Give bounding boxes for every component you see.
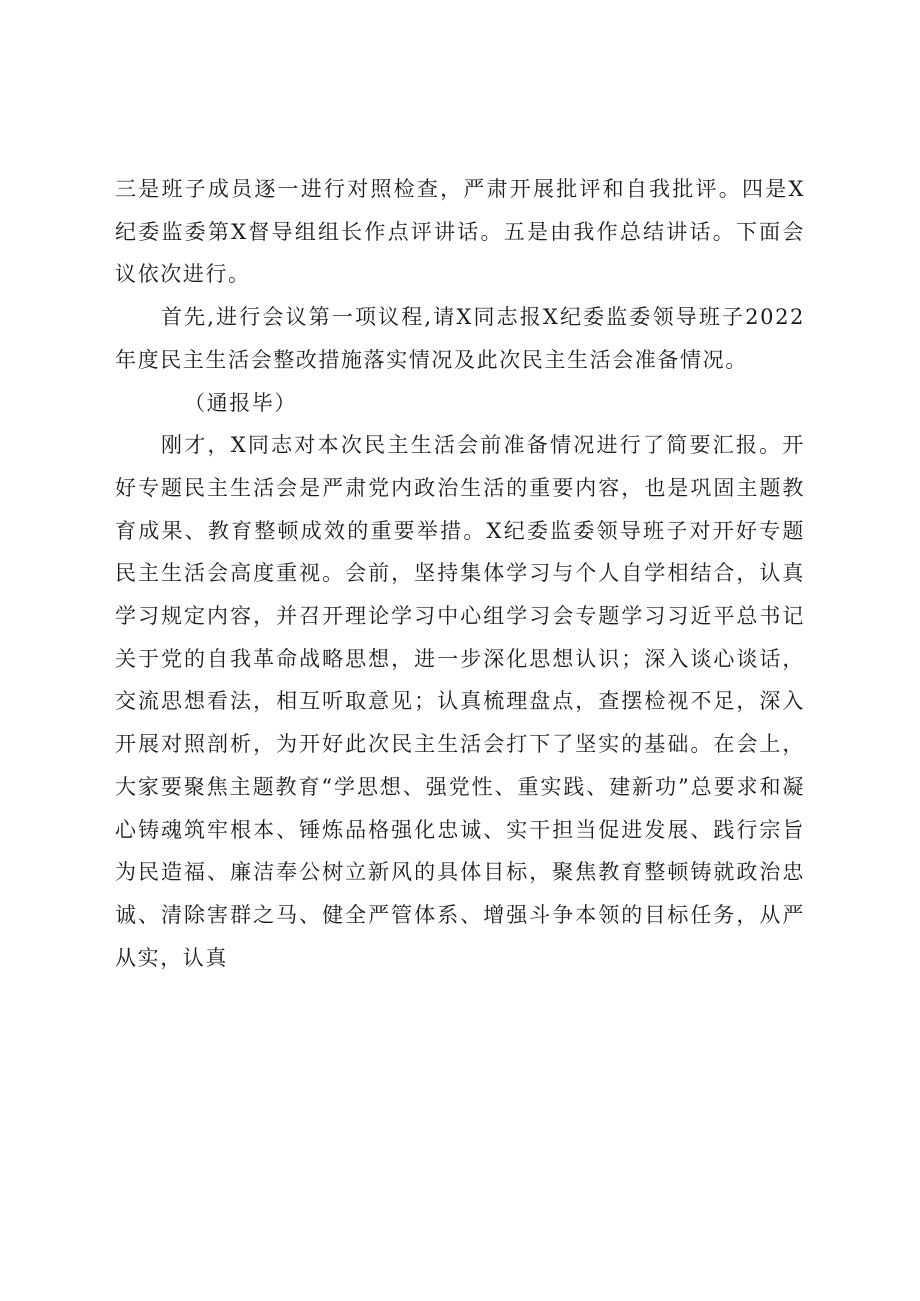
paragraph-agenda-continued: 三是班子成员逐一进行对照检查，严肃开展批评和自我批评。四是X纪委监委第X督导组组长作点评讲话。五是由我作总结讲话。下面会议依次进行。 bbox=[115, 177, 805, 287]
document-body bbox=[115, 168, 805, 979]
paragraph-report-done-note: （通报毕） bbox=[184, 390, 297, 415]
paragraph-main-remarks: 刚才，X同志对本次民主生活会前准备情况进行了简要汇报。开好专题民主生活会是严肃党内政治生活的重要内容，也是巩固主题教育成果、教育整顿成效的重要举措。X纪委监委领导班子对开好专题民主生活会高度重视。会前，坚持集体学习与个人自学相结合，认真学习规定内容，并召开理论学习中心组学习会专题学习习近平总书记关于党的自我革命战略思想，进一步深化思想认识；深入谈心谈话，交流思想看法，相互听取意见；认真梳理盘点，查摆检视不足，深入开展对照剖析，为开好此次民主生活会打下了坚实的基础。在会上，大家要聚焦主题教育“学思想、强党性、重实践、建新功”总要求和凝心铸魂筑牢根本、锤炼品格强化忠诚、实干担当促进发展、践行宗旨为民造福、廉洁奉公树立新风的具体目标，聚焦教育整顿铸就政治忠诚、清除害群之马、健全严管体系、增强斗争本领的目标任务，从严从实，认真 bbox=[115, 433, 805, 970]
paragraph-first-agenda-item: 首先,进行会议第一项议程,请X同志报X纪委监委领导班子2022年度民主生活会整改措施落实情况及此次民主生活会准备情况。 bbox=[115, 305, 805, 372]
